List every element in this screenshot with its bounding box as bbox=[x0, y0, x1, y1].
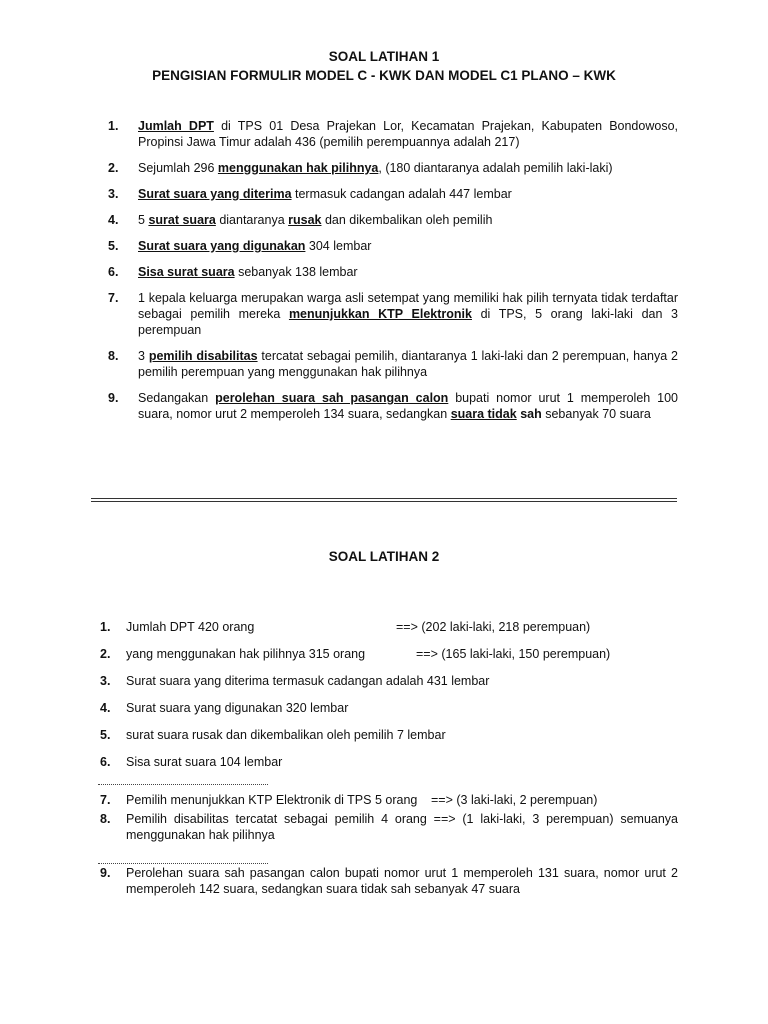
page-title bbox=[0, 47, 768, 85]
exercise-2-item bbox=[100, 865, 678, 897]
item-number: 8. bbox=[100, 812, 111, 826]
dotted-separator bbox=[98, 784, 268, 785]
exercise-1-item bbox=[108, 160, 678, 176]
exercise-1-item bbox=[108, 118, 678, 150]
exercise-2-item bbox=[100, 792, 678, 808]
item-number: 1. bbox=[100, 620, 111, 634]
item-text: surat suara rusak dan dikembalikan oleh pemilih 7 lembar bbox=[126, 728, 446, 742]
item-text: Pemilih disabilitas tercatat sebagai pemilih 4 orang ==> (1 laki-laki, 3 perempuan) semuanya menggunakan hak pilihnya bbox=[126, 812, 678, 842]
item-text: 3 bbox=[138, 349, 149, 363]
item-number: 7. bbox=[100, 793, 111, 807]
underlined-term: Surat suara yang diterima bbox=[138, 187, 292, 201]
underlined-term: menggunakan hak pilihnya bbox=[217, 161, 379, 175]
item-text: Pemilih menunjukkan KTP Elektronik di TPS 5 orang bbox=[126, 793, 418, 807]
item-text: Jumlah DPT 420 orang bbox=[126, 620, 255, 634]
item-number: 4. bbox=[108, 213, 119, 227]
item-text: di TPS, 5 orang laki-laki dan 3 perempuan bbox=[138, 307, 678, 337]
exercise-2-item bbox=[100, 754, 678, 770]
item-text: , (180 diantaranya adalah pemilih laki-laki) bbox=[378, 161, 613, 175]
underlined-term: pemilih disabilitas bbox=[148, 349, 258, 363]
exercise-1-item bbox=[108, 390, 678, 422]
item-breakdown: ==> (3 laki-laki, 2 perempuan) bbox=[431, 793, 598, 807]
item-text: sebanyak 138 lembar bbox=[234, 265, 358, 279]
item-number: 8. bbox=[108, 349, 119, 363]
item-number: 6. bbox=[100, 755, 111, 769]
item-text: Sedangakan bbox=[138, 391, 216, 405]
item-number: 1. bbox=[108, 119, 119, 133]
item-number: 3. bbox=[100, 674, 111, 688]
section-divider bbox=[91, 498, 677, 502]
item-number: 5. bbox=[100, 728, 111, 742]
item-number: 6. bbox=[108, 265, 119, 279]
item-breakdown: ==> (202 laki-laki, 218 perempuan) bbox=[396, 620, 591, 634]
item-text: Surat suara yang diterima termasuk cadangan adalah 431 lembar bbox=[126, 674, 490, 688]
exercise-2-item bbox=[100, 727, 678, 743]
item-number: 3. bbox=[108, 187, 119, 201]
title-line-1: SOAL LATIHAN 1 bbox=[328, 49, 440, 64]
item-breakdown: ==> (165 laki-laki, 150 perempuan) bbox=[416, 647, 611, 661]
item-text: yang menggunakan hak pilihnya 315 orang bbox=[126, 647, 366, 661]
item-number: 2. bbox=[100, 647, 111, 661]
exercise-2-list bbox=[100, 619, 678, 897]
item-text: dan dikembalikan oleh pemilih bbox=[321, 213, 493, 227]
exercise-1-item bbox=[108, 290, 678, 338]
item-number: 7. bbox=[108, 291, 119, 305]
item-text: diantaranya bbox=[215, 213, 289, 227]
item-number: 2. bbox=[108, 161, 119, 175]
underlined-term: Sisa surat suara bbox=[138, 265, 235, 279]
underlined-term: menunjukkan KTP Elektronik bbox=[288, 307, 472, 321]
underlined-term: Jumlah DPT bbox=[138, 119, 214, 133]
exercise-1-list bbox=[108, 118, 678, 422]
exercise-2-item bbox=[100, 700, 678, 716]
exercise-2-item bbox=[100, 673, 678, 689]
underlined-term: Surat suara yang digunakan bbox=[138, 239, 306, 253]
underlined-term: rusak bbox=[288, 213, 322, 227]
item-text: bupati nomor urut 1 memperoleh 100 suara, nomor urut 2 memperoleh 134 suara, sedangkan bbox=[138, 391, 678, 421]
item-text: 5 bbox=[138, 213, 149, 227]
exercise-2-item bbox=[100, 646, 678, 662]
exercise-1-item bbox=[108, 186, 678, 202]
underlined-term: surat suara bbox=[148, 213, 216, 227]
exercise-1-item bbox=[108, 264, 678, 280]
item-number: 9. bbox=[100, 866, 111, 880]
item-text: sebanyak 70 suara bbox=[541, 407, 651, 421]
item-number: 9. bbox=[108, 391, 119, 405]
item-number: 4. bbox=[100, 701, 111, 715]
item-text: Sisa surat suara 104 lembar bbox=[126, 755, 283, 769]
item-text: sah bbox=[520, 407, 542, 421]
item-text: di TPS 01 Desa Prajekan Lor, Kecamatan Prajekan, Kabupaten Bondowoso, Propinsi Jawa Timur adalah 436 (pemilih perempuannya adalah 217) bbox=[138, 119, 678, 149]
dotted-separator bbox=[98, 863, 268, 864]
exercise-1-item bbox=[108, 348, 678, 380]
exercise-1-item bbox=[108, 212, 678, 228]
item-text: tercatat sebagai pemilih, diantaranya 1 laki-laki dan 2 perempuan, hanya 2 pemilih perempuan yang menggunakan hak pilihnya bbox=[138, 349, 678, 379]
item-text: 1 kepala keluarga merupakan warga asli setempat yang memiliki hak pilih ternyata tidak terdaftar sebagai pemilih mereka bbox=[138, 291, 678, 321]
item-number: 5. bbox=[108, 239, 119, 253]
item-text: Surat suara yang digunakan 320 lembar bbox=[126, 701, 349, 715]
item-text: Sejumlah 296 bbox=[138, 161, 218, 175]
title-line-2: PENGISIAN FORMULIR MODEL C - KWK DAN MODEL C1 PLANO – KWK bbox=[152, 68, 616, 83]
exercise-2-item bbox=[100, 619, 678, 635]
underlined-term: suara tidak bbox=[450, 407, 517, 421]
exercise-2-item bbox=[100, 811, 678, 843]
item-text: Perolehan suara sah pasangan calon bupati nomor urut 1 memperoleh 131 suara, nomor urut 2 memperoleh 142 suara, sedangkan suara tidak sah sebanyak 47 suara bbox=[126, 866, 678, 896]
item-text: 304 lembar bbox=[305, 239, 372, 253]
section-2-title: SOAL LATIHAN 2 bbox=[328, 549, 440, 564]
item-text: termasuk cadangan adalah 447 lembar bbox=[291, 187, 512, 201]
exercise-1-item bbox=[108, 238, 678, 254]
underlined-term: perolehan suara sah pasangan calon bbox=[215, 391, 449, 405]
